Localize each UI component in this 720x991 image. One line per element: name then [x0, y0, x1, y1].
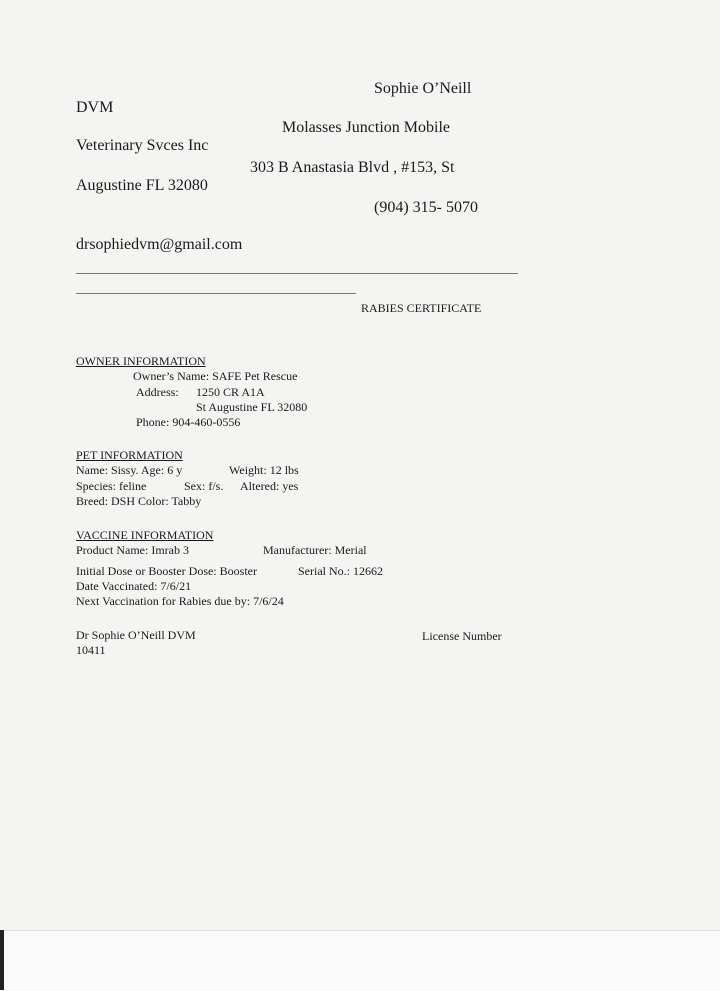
pet-altered: Altered: yes: [240, 479, 299, 493]
pet-species: Species: feline: [76, 479, 147, 493]
divider-line-1: [76, 273, 518, 274]
scan-edge-shadow: [0, 930, 4, 990]
owner-section-header: OWNER INFORMATION: [76, 354, 206, 368]
vet-credential: DVM: [76, 99, 114, 116]
business-services: Veterinary Svces Inc: [76, 137, 209, 154]
address-line-2: Augustine FL 32080: [76, 177, 208, 194]
pet-section-header: PET INFORMATION: [76, 448, 183, 462]
scan-bottom-strip: [0, 930, 720, 991]
business-name: Molasses Junction Mobile: [282, 119, 450, 136]
pet-breed-color: Breed: DSH Color: Tabby: [76, 494, 202, 508]
vaccine-serial: Serial No.: 12662: [298, 564, 383, 578]
phone-number: (904) 315- 5070: [374, 199, 478, 216]
pet-weight: Weight: 12 lbs: [229, 463, 299, 477]
owner-address-label: Address:: [136, 385, 179, 399]
vet-signature-name: Dr Sophie O’Neill DVM: [76, 628, 196, 642]
pet-name-age: Name: Sissy. Age: 6 y: [76, 463, 183, 477]
license-number: 10411: [76, 643, 106, 657]
owner-name: Owner’s Name: SAFE Pet Rescue: [133, 369, 298, 383]
vaccine-dose-type: Initial Dose or Booster Dose: Booster: [76, 564, 257, 578]
email-address: drsophiedvm@gmail.com: [76, 236, 243, 253]
certificate-title: RABIES CERTIFICATE: [361, 301, 482, 315]
vet-name: Sophie O’Neill: [374, 80, 472, 97]
vaccine-product: Product Name: Imrab 3: [76, 543, 189, 557]
owner-address-line-1: 1250 CR A1A: [196, 385, 265, 399]
address-line-1: 303 B Anastasia Blvd , #153, St: [250, 159, 455, 176]
vaccination-date: Date Vaccinated: 7/6/21: [76, 579, 192, 593]
divider-line-2: [76, 293, 356, 294]
vaccine-manufacturer: Manufacturer: Merial: [263, 543, 367, 557]
owner-phone: Phone: 904-460-0556: [136, 415, 241, 429]
license-number-label: License Number: [422, 629, 502, 643]
pet-sex: Sex: f/s.: [184, 479, 224, 493]
next-vaccination-date: Next Vaccination for Rabies due by: 7/6/24: [76, 594, 284, 608]
owner-address-line-2: St Augustine FL 32080: [196, 400, 308, 414]
vaccine-section-header: VACCINE INFORMATION: [76, 528, 214, 542]
